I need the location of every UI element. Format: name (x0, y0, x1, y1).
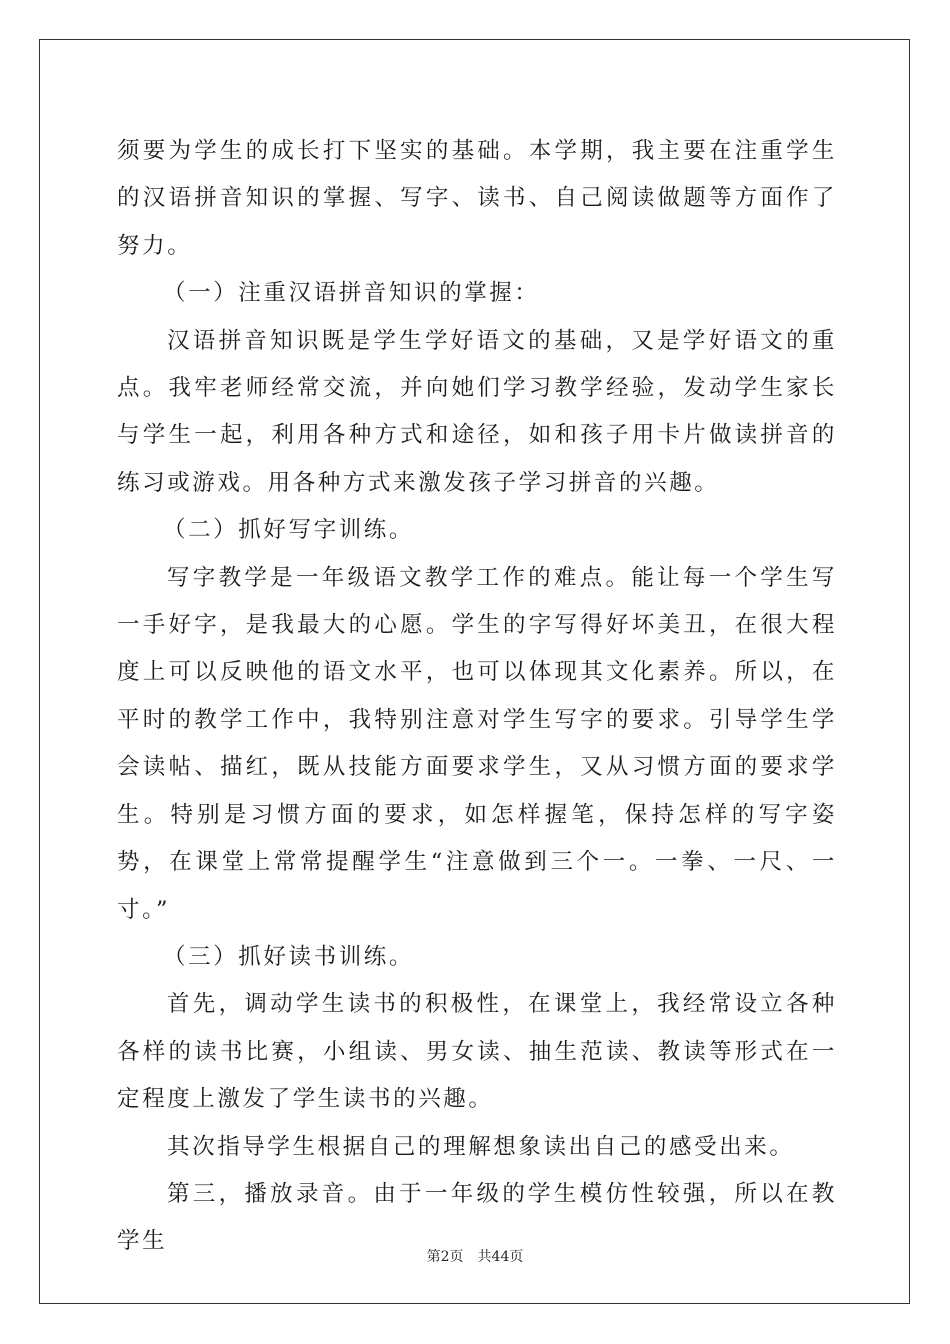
paragraph-3: 写字教学是一年级语文教学工作的难点。能让每一个学生写一手好字，是我最大的心愿。学生的字写得好坏美丑，在很大程度上可以反映他的语文水平，也可以体现其文化素养。所以，在平时的教学工作中，我特别注意对学生写字的要求。引导学生学会读帖、描红，既从技能方面要求学生，又从习惯方面的要求学生。特别是习惯方面的要求，如怎样握笔，保持怎样的写字姿势，在课堂上常常提醒学生“注意做到三个一。一拳、一尺、一寸。” (117, 564, 837, 923)
section-heading-2: （二）抓好写字训练。 (163, 517, 415, 544)
page-number: 第2页 (426, 1249, 464, 1265)
page-total: 共44页 (477, 1249, 524, 1265)
page-footer (0, 1246, 950, 1266)
paragraph-6: 第三，播放录音。由于一年级的学生模仿性较强，所以在教学生 (117, 1180, 837, 1255)
document-body (117, 128, 837, 1266)
paragraph-1: 须要为学生的成长打下坚实的基础。本学期，我主要在注重学生的汉语拼音知识的掌握、写字、读书、自己阅读做题等方面作了努力。 (117, 138, 837, 259)
paragraph-5: 其次指导学生根据自己的理解想象读出自己的感受出来。 (167, 1133, 795, 1160)
section-heading-3: （三）抓好读书训练。 (163, 943, 415, 970)
paragraph-4: 首先，调动学生读书的积极性，在课堂上，我经常设立各种各样的读书比赛，小组读、男女读、抽生范读、教读等形式在一定程度上激发了学生读书的兴趣。 (117, 991, 837, 1113)
section-heading-1: （一）注重汉语拼音知识的掌握： (163, 280, 540, 307)
paragraph-2: 汉语拼音知识既是学生学好语文的基础，又是学好语文的重点。我牢老师经常交流，并向她们学习教学经验，发动学生家长与学生一起，利用各种方式和途径，如和孩子用卡片做读拼音的练习或游戏。用各种方式来激发孩子学习拼音的兴趣。 (117, 327, 837, 496)
